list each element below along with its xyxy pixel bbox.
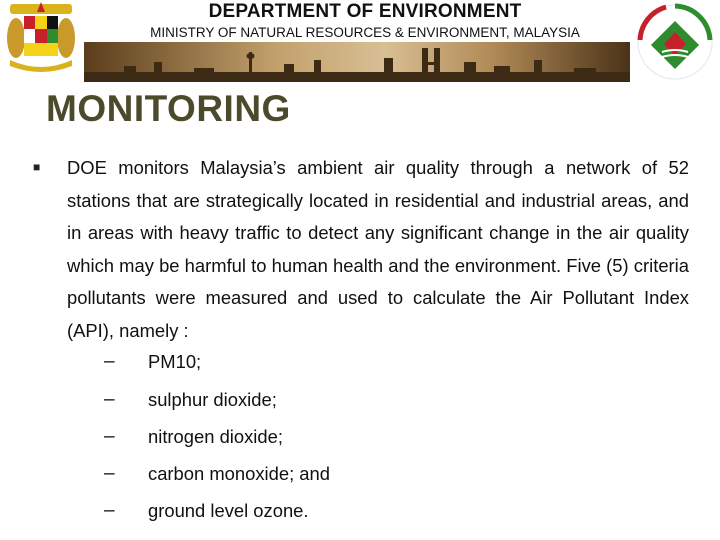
pollutant-item [0, 500, 720, 530]
ministry-subtitle: MINISTRY OF NATURAL RESOURCES & ENVIRONMENT, MALAYSIA [150, 25, 580, 40]
pollutant-item [0, 463, 720, 493]
pollutant-item [0, 426, 720, 456]
pollutant-item [0, 389, 720, 419]
dash-bullet: – [104, 500, 115, 521]
slide-header [0, 0, 720, 88]
dash-bullet: – [104, 351, 115, 372]
coat-of-arms-icon [4, 0, 78, 76]
bullet-paragraph: DOE monitors Malaysia’s ambient air quality through a network of 52 stations that are strategically located in residential and industrial areas, and in areas with heavy traffic to detect any significant change in the air quality which may be harmful to human health and the environment. Five (5) criteria pollutants were measured and used to calculate the Air Pollutant Index (API), namely : [67, 157, 689, 341]
pollutant-label: PM10; [148, 351, 202, 372]
dash-bullet: – [104, 426, 115, 447]
pollutant-label: sulphur dioxide; [148, 389, 277, 410]
pollutant-label: nitrogen dioxide; [148, 426, 283, 447]
square-bullet-icon: ■ [33, 160, 41, 174]
department-title: DEPARTMENT OF ENVIRONMENT [208, 1, 522, 22]
pollutant-item [0, 351, 720, 381]
city-skyline-banner [84, 42, 630, 82]
slide-title: MONITORING [46, 88, 291, 129]
dash-bullet: – [104, 463, 115, 484]
pollutant-label: ground level ozone. [148, 500, 309, 521]
doe-logo-icon [636, 2, 714, 82]
dash-bullet: – [104, 389, 115, 410]
pollutant-label: carbon monoxide; and [148, 463, 330, 484]
